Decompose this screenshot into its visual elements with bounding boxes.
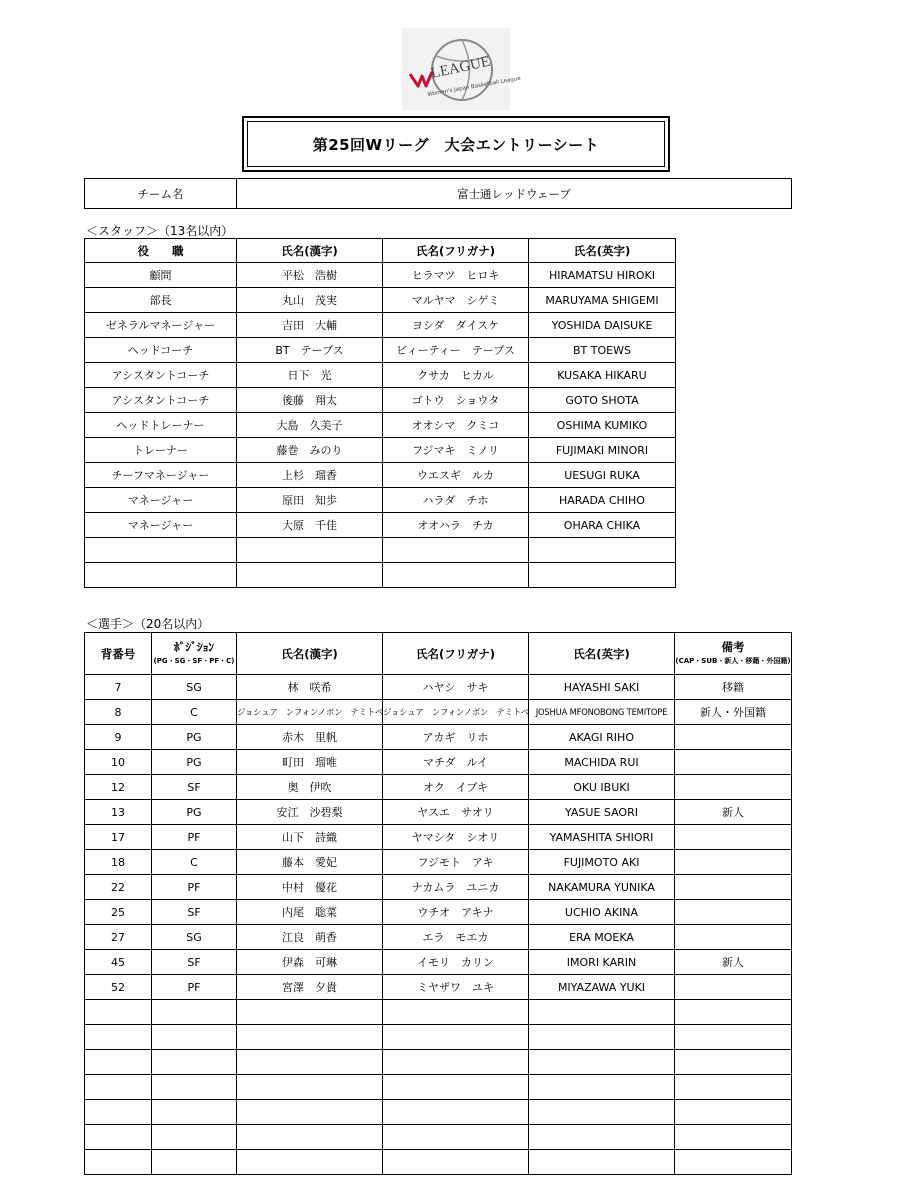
player-kanji-cell: ジョシュア ンフォンノボン テミトペ — [237, 700, 383, 725]
player-row — [85, 750, 792, 775]
player-remarks-cell — [675, 1025, 792, 1050]
player-header-kanji: 氏名(漢字) — [237, 633, 383, 675]
staff-role-cell: ヘッドコーチ — [85, 338, 237, 363]
player-position-cell: PG — [152, 800, 237, 825]
player-kana-cell — [383, 1050, 529, 1075]
staff-english-cell: UESUGI RUKA — [529, 463, 676, 488]
staff-row — [85, 513, 676, 538]
player-kana-cell: エラ モエカ — [383, 925, 529, 950]
player-english-cell: YAMASHITA SHIORI — [529, 825, 675, 850]
player-kanji-cell — [237, 1125, 383, 1150]
player-kana-cell — [383, 1025, 529, 1050]
player-position-cell: C — [152, 700, 237, 725]
staff-row — [85, 388, 676, 413]
staff-role-cell: 部長 — [85, 288, 237, 313]
player-position-cell: PF — [152, 875, 237, 900]
player-row — [85, 875, 792, 900]
player-header-number: 背番号 — [85, 633, 152, 675]
player-kanji-cell: 林 咲希 — [237, 675, 383, 700]
staff-kana-cell: オオシマ クミコ — [383, 413, 529, 438]
staff-row — [85, 363, 676, 388]
player-remarks-cell — [675, 850, 792, 875]
player-kana-cell — [383, 1100, 529, 1125]
staff-kanji-cell: 原田 知歩 — [237, 488, 383, 513]
player-row — [85, 950, 792, 975]
player-remarks-cell — [675, 1075, 792, 1100]
staff-role-cell — [85, 563, 237, 588]
staff-kanji-cell — [237, 563, 383, 588]
player-header-english: 氏名(英字) — [529, 633, 675, 675]
staff-row — [85, 313, 676, 338]
staff-english-cell: BT TOEWS — [529, 338, 676, 363]
staff-row — [85, 438, 676, 463]
player-row — [85, 700, 792, 725]
player-position-cell: SF — [152, 775, 237, 800]
staff-header-english: 氏名(英字) — [529, 239, 676, 263]
staff-kanji-cell: BT テーブス — [237, 338, 383, 363]
player-remarks-cell — [675, 900, 792, 925]
staff-kana-cell: ハラダ チホ — [383, 488, 529, 513]
player-kana-cell: フジモト アキ — [383, 850, 529, 875]
staff-role-cell: アシスタントコーチ — [85, 363, 237, 388]
player-header-position — [152, 633, 237, 675]
staff-kanji-cell: 大原 千佳 — [237, 513, 383, 538]
player-section-label: ＜選手＞（20名以内） — [86, 617, 210, 631]
player-english-cell: MIYAZAWA YUKI — [529, 975, 675, 1000]
staff-role-cell: トレーナー — [85, 438, 237, 463]
player-english-cell — [529, 1025, 675, 1050]
player-remarks-cell — [675, 825, 792, 850]
staff-kana-cell: ゴトウ ショウタ — [383, 388, 529, 413]
staff-kana-cell: ヒラマツ ヒロキ — [383, 263, 529, 288]
player-number-cell: 17 — [85, 825, 152, 850]
player-position-cell: PF — [152, 975, 237, 1000]
staff-role-cell: マネージャー — [85, 513, 237, 538]
player-number-cell: 52 — [85, 975, 152, 1000]
player-remarks-cell — [675, 1125, 792, 1150]
player-english-cell — [529, 1075, 675, 1100]
player-number-cell: 8 — [85, 700, 152, 725]
player-row — [85, 1150, 792, 1175]
staff-row — [85, 463, 676, 488]
player-header-position-sub: (PG・SG・SF・PF・C) — [153, 656, 235, 665]
player-kana-cell: ウチオ アキナ — [383, 900, 529, 925]
player-kanji-cell: 内尾 聡菜 — [237, 900, 383, 925]
player-kanji-cell: 赤木 里帆 — [237, 725, 383, 750]
staff-kana-cell: クサカ ヒカル — [383, 363, 529, 388]
staff-role-cell: マネージャー — [85, 488, 237, 513]
player-header-remarks — [675, 633, 792, 675]
player-kanji-cell: 山下 詩織 — [237, 825, 383, 850]
player-row — [85, 775, 792, 800]
staff-section-label: ＜スタッフ＞（13名以内） — [86, 224, 234, 238]
staff-role-cell — [85, 538, 237, 563]
staff-header-role: 役 職 — [85, 239, 237, 263]
player-number-cell: 22 — [85, 875, 152, 900]
player-kana-cell: ヤマシタ シオリ — [383, 825, 529, 850]
player-number-cell: 25 — [85, 900, 152, 925]
player-english-cell: HAYASHI SAKI — [529, 675, 675, 700]
staff-kana-cell: ヨシダ ダイスケ — [383, 313, 529, 338]
player-position-cell: PG — [152, 750, 237, 775]
player-number-cell: 10 — [85, 750, 152, 775]
player-kanji-cell: 伊森 可琳 — [237, 950, 383, 975]
player-english-cell — [529, 1150, 675, 1175]
player-position-cell: C — [152, 850, 237, 875]
player-english-cell: JOSHUA MFONOBONG TEMITOPE — [529, 700, 675, 725]
player-row — [85, 725, 792, 750]
staff-header-kanji: 氏名(漢字) — [237, 239, 383, 263]
player-kana-cell — [383, 1000, 529, 1025]
staff-row — [85, 263, 676, 288]
staff-row — [85, 413, 676, 438]
player-kanji-cell: 中村 優花 — [237, 875, 383, 900]
staff-role-cell: ゼネラルマネージャー — [85, 313, 237, 338]
player-position-cell — [152, 1125, 237, 1150]
team-name: 富士通レッドウェーブ — [237, 179, 792, 209]
staff-english-cell — [529, 563, 676, 588]
staff-row — [85, 488, 676, 513]
staff-english-cell: FUJIMAKI MINORI — [529, 438, 676, 463]
staff-english-cell: MARUYAMA SHIGEMI — [529, 288, 676, 313]
player-position-cell: SG — [152, 675, 237, 700]
player-kana-cell: オク イブキ — [383, 775, 529, 800]
staff-role-cell: 顧問 — [85, 263, 237, 288]
player-english-cell: FUJIMOTO AKI — [529, 850, 675, 875]
staff-english-cell — [529, 538, 676, 563]
player-remarks-cell: 新人・外国籍 — [675, 700, 792, 725]
player-number-cell: 12 — [85, 775, 152, 800]
staff-role-cell: ヘッドトレーナー — [85, 413, 237, 438]
player-remarks-cell — [675, 1000, 792, 1025]
staff-kanji-cell: 後藤 翔太 — [237, 388, 383, 413]
player-position-cell — [152, 1025, 237, 1050]
player-position-cell — [152, 1100, 237, 1125]
player-english-cell: OKU IBUKI — [529, 775, 675, 800]
player-row — [85, 1075, 792, 1100]
staff-kanji-cell: 上杉 瑠香 — [237, 463, 383, 488]
player-kana-cell — [383, 1075, 529, 1100]
player-position-cell: PF — [152, 825, 237, 850]
staff-row — [85, 288, 676, 313]
player-position-cell — [152, 1150, 237, 1175]
player-number-cell: 13 — [85, 800, 152, 825]
staff-header-kana: 氏名(フリガナ) — [383, 239, 529, 263]
staff-kanji-cell: 日下 光 — [237, 363, 383, 388]
staff-row — [85, 538, 676, 563]
player-remarks-cell — [675, 775, 792, 800]
player-number-cell — [85, 1000, 152, 1025]
staff-kana-cell: フジマキ ミノリ — [383, 438, 529, 463]
player-row — [85, 1125, 792, 1150]
player-row — [85, 1025, 792, 1050]
staff-table — [84, 238, 676, 588]
staff-english-cell: OHARA CHIKA — [529, 513, 676, 538]
player-kana-cell: ハヤシ サキ — [383, 675, 529, 700]
player-position-cell: SF — [152, 900, 237, 925]
player-kanji-cell: 江良 萌香 — [237, 925, 383, 950]
staff-english-cell: OSHIMA KUMIKO — [529, 413, 676, 438]
player-number-cell — [85, 1100, 152, 1125]
player-position-cell: SF — [152, 950, 237, 975]
player-position-cell: PG — [152, 725, 237, 750]
player-position-cell — [152, 1050, 237, 1075]
player-row — [85, 1050, 792, 1075]
staff-kanji-cell: 吉田 大輔 — [237, 313, 383, 338]
player-remarks-cell — [675, 925, 792, 950]
player-number-cell: 45 — [85, 950, 152, 975]
player-english-cell — [529, 1125, 675, 1150]
staff-english-cell: YOSHIDA DAISUKE — [529, 313, 676, 338]
player-english-cell — [529, 1000, 675, 1025]
player-number-cell: 18 — [85, 850, 152, 875]
player-row — [85, 900, 792, 925]
player-kanji-cell — [237, 1075, 383, 1100]
staff-english-cell: HARADA CHIHO — [529, 488, 676, 513]
player-number-cell — [85, 1050, 152, 1075]
player-remarks-cell — [675, 750, 792, 775]
player-position-cell — [152, 1075, 237, 1100]
player-english-cell: MACHIDA RUI — [529, 750, 675, 775]
player-english-cell — [529, 1050, 675, 1075]
staff-row — [85, 563, 676, 588]
player-number-cell — [85, 1075, 152, 1100]
player-remarks-cell: 新人 — [675, 950, 792, 975]
staff-kana-cell: ビィーティー テーブス — [383, 338, 529, 363]
player-remarks-cell: 移籍 — [675, 675, 792, 700]
w-league-logo — [402, 28, 522, 110]
player-position-cell: SG — [152, 925, 237, 950]
player-header-remarks-label: 備考 — [721, 639, 745, 654]
staff-kana-cell: マルヤマ シゲミ — [383, 288, 529, 313]
player-english-cell: AKAGI RIHO — [529, 725, 675, 750]
player-kana-cell: ジョシュア ンフォンノボン テミトペ — [383, 700, 529, 725]
player-number-cell — [85, 1025, 152, 1050]
player-row — [85, 1000, 792, 1025]
player-remarks-cell — [675, 875, 792, 900]
staff-kana-cell: ウエスギ ルカ — [383, 463, 529, 488]
player-english-cell: YASUE SAORI — [529, 800, 675, 825]
player-number-cell — [85, 1150, 152, 1175]
player-kanji-cell: 安江 沙碧梨 — [237, 800, 383, 825]
basketball-logo-icon — [402, 28, 522, 110]
player-english-cell: UCHIO AKINA — [529, 900, 675, 925]
player-number-cell: 27 — [85, 925, 152, 950]
player-header-remarks-sub: (CAP・SUB・新人・移籍・外国籍) — [675, 656, 791, 665]
player-english-cell — [529, 1100, 675, 1125]
staff-english-cell: GOTO SHOTA — [529, 388, 676, 413]
staff-kanji-cell — [237, 538, 383, 563]
player-kanji-cell: 町田 瑠唯 — [237, 750, 383, 775]
team-label: チーム名 — [85, 179, 237, 209]
player-row — [85, 850, 792, 875]
player-header-kana: 氏名(フリガナ) — [383, 633, 529, 675]
player-row — [85, 1100, 792, 1125]
player-english-cell: IMORI KARIN — [529, 950, 675, 975]
player-kana-cell: ヤスエ サオリ — [383, 800, 529, 825]
player-kana-cell: アカギ リホ — [383, 725, 529, 750]
player-kanji-cell: 藤本 愛妃 — [237, 850, 383, 875]
player-remarks-cell: 新人 — [675, 800, 792, 825]
staff-english-cell: HIRAMATSU HIROKI — [529, 263, 676, 288]
team-table — [84, 178, 792, 209]
title-box — [242, 116, 670, 172]
staff-kanji-cell: 藤巻 みのり — [237, 438, 383, 463]
player-row — [85, 975, 792, 1000]
player-kanji-cell: 奥 伊吹 — [237, 775, 383, 800]
player-kana-cell: マチダ ルイ — [383, 750, 529, 775]
player-row — [85, 825, 792, 850]
staff-english-cell: KUSAKA HIKARU — [529, 363, 676, 388]
staff-row — [85, 338, 676, 363]
logo-brand-text: LEAGUE — [429, 53, 492, 82]
player-number-cell — [85, 1125, 152, 1150]
player-kanji-cell — [237, 1100, 383, 1125]
player-kanji-cell: 宮澤 夕貴 — [237, 975, 383, 1000]
logo-sub-text: Women's Japan Basketball League — [427, 75, 522, 98]
player-remarks-cell — [675, 1150, 792, 1175]
player-row — [85, 800, 792, 825]
player-remarks-cell — [675, 1050, 792, 1075]
player-kanji-cell — [237, 1050, 383, 1075]
player-kana-cell: ミヤザワ ユキ — [383, 975, 529, 1000]
player-row — [85, 925, 792, 950]
player-header-position-label: ﾎﾟｼﾞｼｮﾝ — [173, 639, 215, 654]
staff-kana-cell: オオハラ チカ — [383, 513, 529, 538]
staff-role-cell: チーフマネージャー — [85, 463, 237, 488]
player-position-cell — [152, 1000, 237, 1025]
player-kana-cell: ナカムラ ユニカ — [383, 875, 529, 900]
player-kana-cell: イモリ カリン — [383, 950, 529, 975]
player-english-cell: NAKAMURA YUNIKA — [529, 875, 675, 900]
page-title: 第25回Wリーグ 大会エントリーシート — [312, 135, 600, 154]
player-kanji-cell — [237, 1150, 383, 1175]
player-remarks-cell — [675, 725, 792, 750]
player-number-cell: 9 — [85, 725, 152, 750]
staff-role-cell: アシスタントコーチ — [85, 388, 237, 413]
player-kana-cell — [383, 1150, 529, 1175]
player-kanji-cell — [237, 1025, 383, 1050]
player-kana-cell — [383, 1125, 529, 1150]
staff-kanji-cell: 大島 久美子 — [237, 413, 383, 438]
player-row — [85, 675, 792, 700]
player-remarks-cell — [675, 1100, 792, 1125]
staff-kanji-cell: 丸山 茂実 — [237, 288, 383, 313]
player-english-cell: ERA MOEKA — [529, 925, 675, 950]
player-remarks-cell — [675, 975, 792, 1000]
staff-kanji-cell: 平松 浩樹 — [237, 263, 383, 288]
player-kanji-cell — [237, 1000, 383, 1025]
player-table — [84, 632, 792, 1175]
staff-kana-cell — [383, 538, 529, 563]
player-number-cell: 7 — [85, 675, 152, 700]
staff-kana-cell — [383, 563, 529, 588]
